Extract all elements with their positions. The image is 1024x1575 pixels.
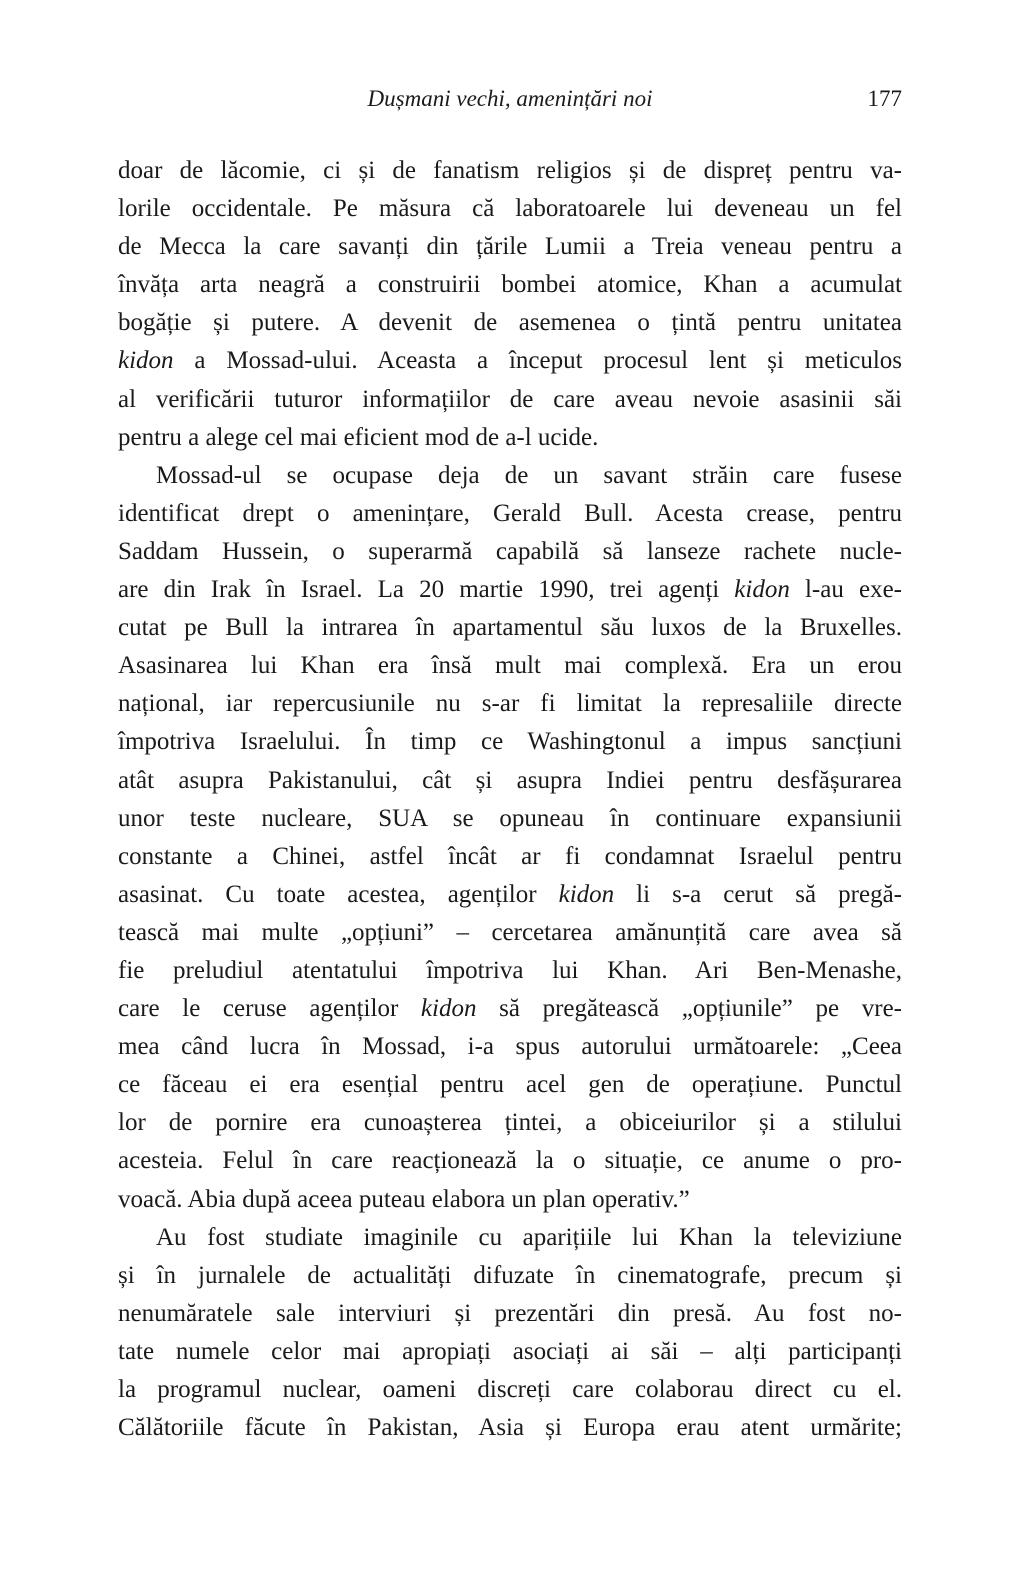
- text-run: tate numele celor mai apropiați asociați ai săi – alți participanți: [118, 1337, 902, 1365]
- text-run: de Mecca la care savanți din țările Lumii a Treia veneau pentru a: [118, 233, 902, 261]
- paragraph: [118, 457, 902, 1219]
- text-run: să pregătească „opțiunile” pe vre-: [476, 995, 902, 1023]
- text-line: [118, 1104, 902, 1142]
- text-line: [118, 1257, 902, 1295]
- text-line: [118, 647, 902, 685]
- text-run: voacă. Abia după aceea puteau elabora un plan operativ.”: [118, 1185, 690, 1213]
- text-run: Saddam Hussein, o superarmă capabilă să lanseze rachete nucle-: [118, 537, 902, 565]
- text-run: la programul nuclear, oameni discreți care colaborau direct cu el.: [118, 1376, 902, 1403]
- text-line: [118, 342, 902, 380]
- text-run: nenumăratele sale interviuri și prezentări din presă. Au fost no-: [118, 1299, 902, 1327]
- text-run: care le ceruse agenților: [118, 995, 421, 1023]
- text-run: identificat drept o amenințare, Gerald Bull. Acesta crease, pentru: [118, 499, 902, 527]
- text-run: atât asupra Pakistanului, cât și asupra Indiei pentru desfășurarea: [118, 766, 902, 794]
- text-run: cutat pe Bull la intrarea în apartamentul său luxos de la Bruxelles.: [118, 614, 902, 642]
- text-line: [118, 1371, 902, 1409]
- text-run: Asasinarea lui Khan era însă mult mai complexă. Era un erou: [118, 652, 902, 680]
- text-line: [118, 533, 902, 571]
- text-run: bogăție și putere. A devenit de asemenea o țintă pentru unitatea: [118, 309, 902, 337]
- text-line: [118, 1028, 902, 1066]
- text-run: asasinat. Cu toate acestea, agenților: [118, 880, 559, 908]
- running-head: [118, 82, 902, 116]
- text-run: l-au exe-: [789, 576, 903, 604]
- text-line: [118, 495, 902, 533]
- text-line: [118, 990, 902, 1028]
- text-run: a Mossad-ului. Aceasta a început procesul lent și meticulos: [173, 347, 902, 375]
- running-title: Dușmani vechi, amenințări noi: [367, 86, 653, 111]
- text-run: lor de pornire era cunoașterea țintei, a obiceiurilor și a stilului: [118, 1109, 902, 1137]
- text-line: [118, 914, 902, 952]
- text-line: [118, 190, 902, 228]
- text-run: pentru a alege cel mai eficient mod de a-l ucide.: [118, 423, 599, 451]
- text-line: [118, 800, 902, 838]
- page-number: 177: [867, 86, 902, 111]
- text-run: li s-a cerut să pregă-: [614, 880, 902, 908]
- text-run: Au fost studiate imaginile cu aparițiile lui Khan la televiziune: [156, 1223, 902, 1251]
- text-run: al verificării tuturor informațiilor de care aveau nevoie asasinii săi: [118, 385, 902, 413]
- text-line: [118, 266, 902, 304]
- text-line: [118, 304, 902, 342]
- text-line: [118, 228, 902, 266]
- text-line: [118, 1219, 902, 1257]
- text-run: tească mai multe „opțiuni” – cercetarea amănunțită care avea să: [118, 918, 902, 946]
- text-run: unor teste nucleare, SUA se opuneau în continuare expansiunii: [118, 804, 902, 832]
- paragraph: [118, 152, 902, 457]
- text-line: [118, 1181, 902, 1219]
- text-line: [118, 1295, 902, 1333]
- text-run: doar de lăcomie, ci și de fanatism religios și de dispreț pentru va-: [118, 157, 902, 184]
- italic-term: kidon: [734, 576, 790, 604]
- text-run: fie preludiul atentatului împotriva lui Khan. Ari Ben-Menashe,: [118, 956, 902, 984]
- text-run: învăța arta neagră a construirii bombei atomice, Khan a acumulat: [118, 271, 902, 299]
- text-line: [118, 457, 902, 495]
- text-line: [118, 381, 902, 419]
- text-line: [118, 609, 902, 647]
- text-run: și în jurnalele de actualități difuzate în cinematografe, precum și: [118, 1261, 902, 1289]
- paragraph: [118, 1219, 902, 1448]
- text-line: [118, 152, 902, 190]
- text-line: [118, 762, 902, 800]
- text-run: acesteia. Felul în care reacționează la o situație, ce anume o pro-: [118, 1147, 902, 1175]
- text-line: [118, 571, 902, 609]
- text-line: [118, 876, 902, 914]
- italic-term: kidon: [118, 347, 174, 375]
- body-text: [118, 152, 902, 1447]
- text-line: [118, 1142, 902, 1180]
- italic-term: kidon: [558, 880, 615, 908]
- text-line: [118, 685, 902, 723]
- text-run: național, iar repercusiunile nu s-ar fi limitat la represaliile directe: [118, 690, 902, 718]
- text-line: [118, 1409, 902, 1447]
- italic-term: kidon: [420, 995, 477, 1023]
- text-line: [118, 952, 902, 990]
- text-run: împotriva Israelului. În timp ce Washingtonul a impus sancțiuni: [118, 728, 902, 756]
- text-line: [118, 838, 902, 876]
- text-run: Călătoriile făcute în Pakistan, Asia și Europa erau atent urmărite;: [118, 1414, 902, 1442]
- text-line: [118, 723, 902, 761]
- text-run: Mossad-ul se ocupase deja de un savant străin care fusese: [156, 461, 902, 489]
- text-run: are din Irak în Israel. La 20 martie 1990, trei agenți: [118, 576, 735, 604]
- text-run: ce făceau ei era esențial pentru acel gen de operațiune. Punctul: [118, 1071, 902, 1099]
- text-line: [118, 419, 902, 457]
- text-run: lorile occidentale. Pe măsura că laboratoarele lui deveneau un fel: [118, 195, 902, 223]
- text-run: constante a Chinei, astfel încât ar fi condamnat Israelul pentru: [118, 842, 902, 870]
- text-line: [118, 1066, 902, 1104]
- text-line: [118, 1333, 902, 1371]
- text-run: mea când lucra în Mossad, i-a spus autorului următoarele: „Ceea: [118, 1033, 902, 1061]
